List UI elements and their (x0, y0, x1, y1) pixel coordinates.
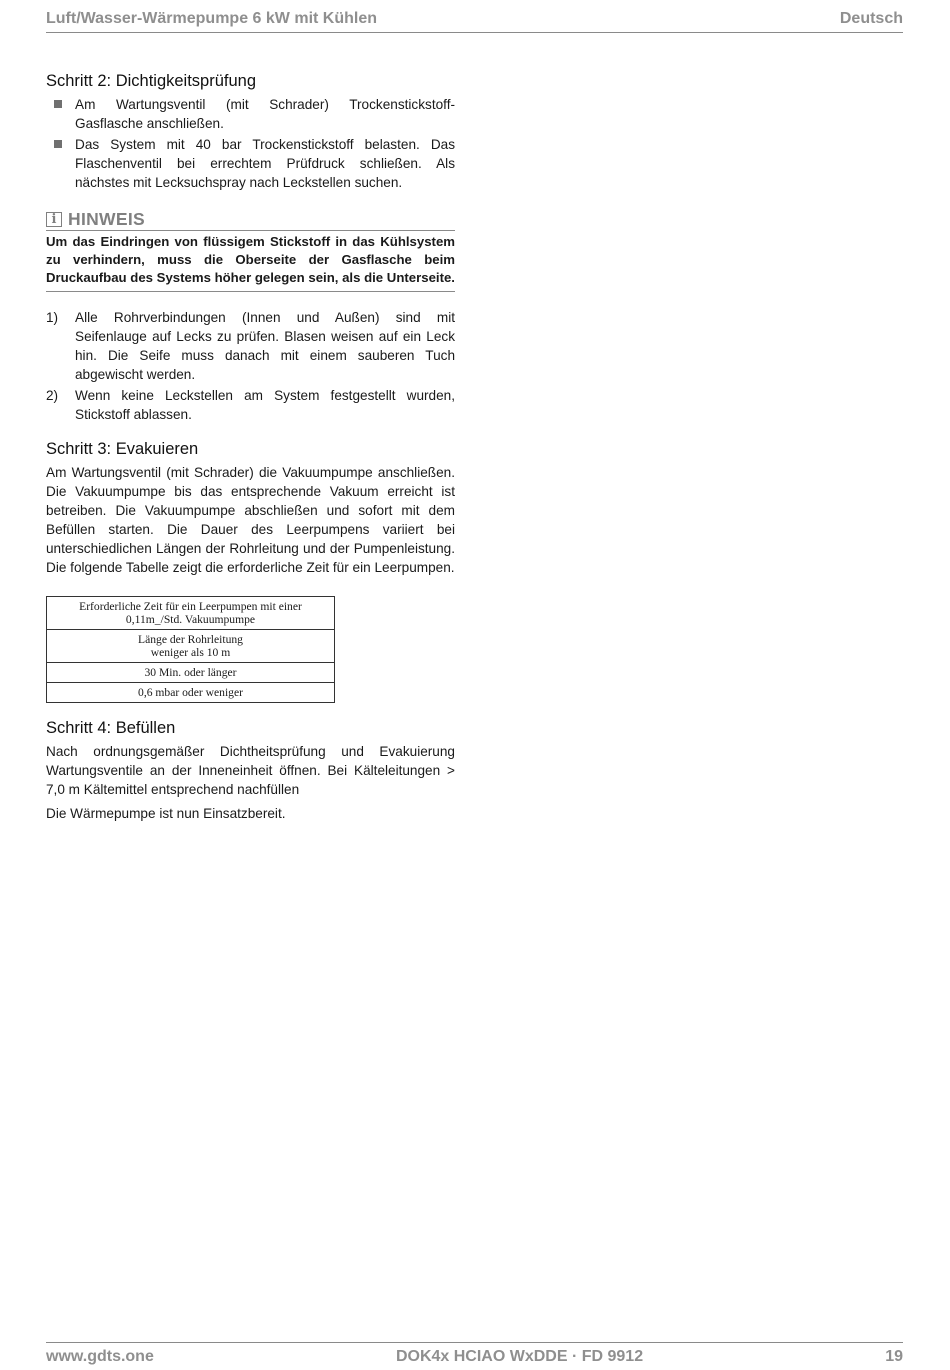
notice-header (46, 209, 455, 231)
step4-heading: Schritt 4: Befüllen (46, 719, 176, 737)
step3-heading: Schritt 3: Evakuieren (46, 440, 199, 458)
table-cell (47, 663, 335, 683)
notice-title: HINWEIS (68, 209, 145, 229)
step2-heading: Schritt 2: Dichtigkeitsprüfung (46, 72, 257, 90)
cell-line: weniger als 10 m (150, 646, 231, 659)
step4-text: Nach ordnungsgemäßer Dichtheitsprüfung und Evakuierung Wartungsventile an der Inneneinheit öffnen. Bei Kälteleitungen > 7,0 m Kältemittel entsprechend nachfüllen (46, 744, 455, 797)
notice-text: Um das Eindringen von flüssigem Stickstoff in das Kühlsystem zu verhindern, muss die Oberseite der Gasflasche beim Druckaufbau des Systems höher gelegen sein, als die Unterseite. (46, 231, 455, 292)
table-row (47, 683, 335, 703)
cell-line: 30 Min. oder länger (144, 666, 237, 679)
list-item (46, 308, 455, 384)
cell-line: 0,11m_/Std. Vakuumpumpe (125, 613, 256, 626)
step4-section (46, 717, 455, 823)
table-row (47, 597, 335, 630)
page-footer (46, 1342, 903, 1370)
item-number: 1) (46, 310, 59, 325)
cell-line: 0,6 mbar oder weniger (138, 686, 243, 699)
document-title: Luft/Wasser-Wärmepumpe 6 kW mit Kühlen (46, 10, 377, 27)
content-column (46, 70, 455, 823)
step4-closing-text: Die Wärmepumpe ist nun Einsatzbereit. (46, 806, 286, 821)
evacuation-time-table (46, 596, 335, 703)
step3-section (46, 438, 455, 577)
step3-text: Am Wartungsventil (mit Schrader) die Vakuumpumpe anschließen. Die Vakuumpumpe bis das entsprechende Vakuum erreicht ist betreiben. Die Vakuumpumpe abschließen und sofort mit dem Befüllen starten. Die Dauer des Leerpumpens variiert bei unterschiedlichen Längen der Rohrleitung und der Pumpenleistung. Die folgende Tabelle zeigt die erforderliche Zeit für ein Leerpumpen. (46, 465, 455, 575)
table-cell (47, 630, 335, 663)
item-number: 2) (46, 388, 59, 403)
table-row (47, 630, 335, 663)
cell-line: Länge der Rohrleitung (138, 633, 243, 646)
step2-bullet-list (46, 95, 455, 192)
cell-line: Erforderliche Zeit für ein Leerpumpen mit einer (79, 600, 302, 613)
footer-website: www.gdts.one (46, 1347, 154, 1365)
page-number: 19 (885, 1347, 903, 1365)
info-icon: i (46, 212, 62, 227)
table-cell (47, 683, 335, 703)
bullet-item: Am Wartungsventil (mit Schrader) Trockenstickstoff-Gasflasche anschließen. (46, 95, 455, 133)
footer-document-id: DOK4x HCIAO WxDDE · FD 9912 (395, 1347, 644, 1365)
numbered-list (46, 308, 455, 424)
table-cell (47, 597, 335, 630)
page-header (46, 6, 903, 33)
language-label: Deutsch (839, 10, 903, 27)
list-item (46, 386, 455, 424)
notice-box (46, 209, 455, 292)
item-text: Alle Rohrverbindungen (Innen und Außen) sind mit Seifenlauge auf Lecks zu prüfen. Blasen weisen auf ein Leck hin. Die Seife muss danach mit einem sauberen Tuch abgewischt werden. (75, 310, 455, 382)
table-row (47, 663, 335, 683)
bullet-item: Das System mit 40 bar Trockenstickstoff belasten. Das Flaschenventil bei errechtem Prüfdruck schließen. Als nächstes mit Lecksuchspray nach Leckstellen suchen. (46, 135, 455, 192)
item-text: Wenn keine Leckstellen am System festgestellt wurden, Stickstoff ablassen. (75, 388, 455, 422)
